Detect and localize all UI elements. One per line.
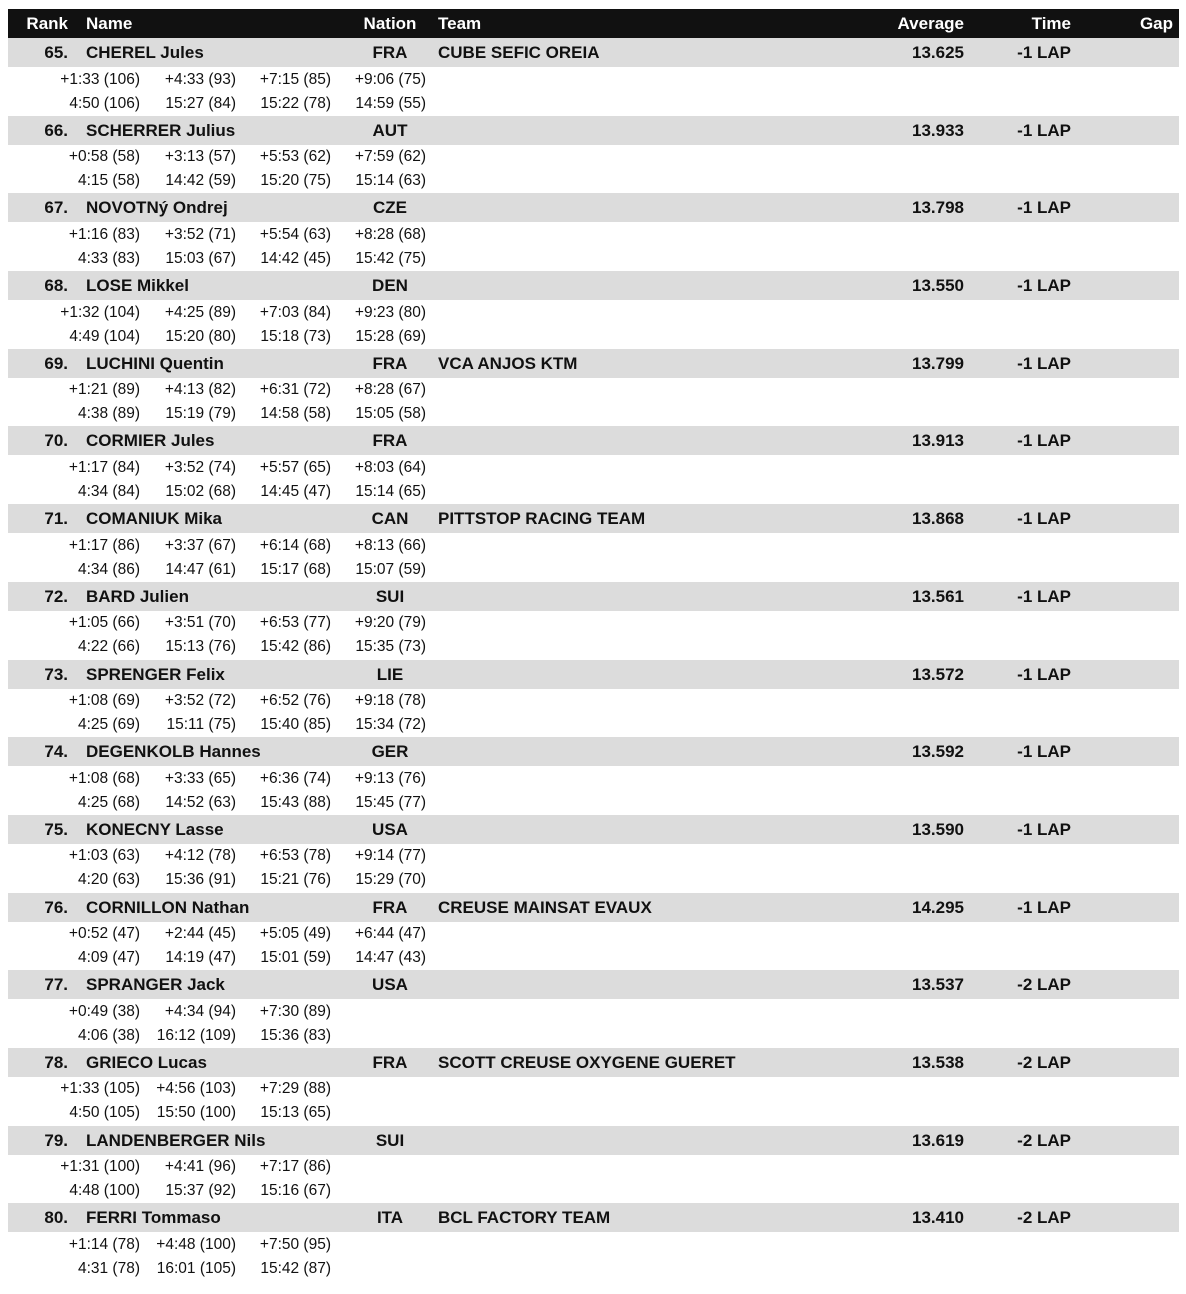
split-gaps-row	[8, 767, 1179, 791]
lap-time: 15:36 (83)	[260, 1026, 331, 1044]
header-rank: Rank	[26, 14, 68, 33]
rider-entry	[8, 1203, 1179, 1281]
rider-name: KONECNY Lasse	[86, 819, 224, 839]
lap-times-row	[8, 325, 1179, 349]
rider-entry	[8, 1126, 1179, 1204]
rider-rank: 67.	[44, 198, 68, 218]
rider-name: COMANIUK Mika	[86, 509, 223, 529]
split-gap: +4:56 (103)	[156, 1080, 236, 1098]
rider-nation: ITA	[376, 1208, 404, 1228]
lap-time: 15:03 (67)	[165, 249, 236, 267]
split-gap: +5:54 (63)	[259, 225, 331, 243]
rider-name: FERRI Tommaso	[86, 1208, 221, 1228]
split-gap: +1:32 (104)	[60, 303, 140, 321]
split-gap: +1:08 (69)	[68, 692, 140, 709]
rider-summary-row	[8, 1203, 1179, 1232]
split-gap: +3:52 (74)	[164, 458, 236, 476]
split-gap: +9:14 (77)	[354, 847, 426, 865]
rider-list	[8, 38, 1179, 1281]
rider-rank: 75.	[44, 819, 68, 839]
rider-entry	[8, 815, 1179, 893]
lap-time: 14:19 (47)	[165, 949, 236, 967]
lap-time: 14:42 (59)	[165, 172, 236, 190]
split-gaps-row	[8, 1155, 1179, 1179]
lap-time: 4:22 (66)	[77, 638, 140, 656]
rider-time: -2 LAP	[1017, 1130, 1071, 1150]
lap-times-row	[8, 946, 1179, 970]
rider-summary-row	[8, 660, 1179, 689]
split-gaps-row	[8, 611, 1179, 635]
rider-name: SPRENGER Felix	[86, 664, 225, 684]
lap-times-row	[8, 402, 1179, 426]
lap-time: 14:45 (47)	[260, 482, 331, 500]
lap-time: 15:29 (70)	[355, 871, 426, 889]
rider-average: 13.619	[912, 1130, 964, 1150]
split-gap: +1:21 (89)	[68, 381, 140, 399]
rider-entry	[8, 660, 1179, 738]
lap-time: 15:20 (80)	[165, 327, 236, 345]
lap-time: 15:14 (63)	[355, 172, 426, 190]
lap-time: 15:17 (68)	[260, 560, 331, 578]
rider-name: DEGENKOLB Hannes	[86, 742, 261, 762]
split-gap: +3:51 (70)	[164, 614, 236, 632]
header-time: Time	[1031, 14, 1071, 33]
split-gap: +5:57 (65)	[259, 458, 331, 476]
rider-team: PITTSTOP RACING TEAM	[438, 509, 646, 529]
split-gaps-row	[8, 1233, 1179, 1257]
rider-entry	[8, 970, 1179, 1048]
lap-times-row	[8, 791, 1179, 815]
rider-average: 13.625	[912, 43, 964, 62]
rider-time: -1 LAP	[1017, 664, 1071, 684]
lap-time: 16:12 (109)	[156, 1026, 236, 1044]
lap-times-row	[8, 1257, 1179, 1281]
header-nation: Nation	[363, 14, 417, 33]
rider-average: 13.572	[912, 664, 964, 684]
split-gap: +9:23 (80)	[354, 303, 426, 321]
rider-rank: 78.	[44, 1052, 68, 1072]
rider-average: 13.933	[912, 120, 964, 140]
split-gap: +6:53 (77)	[259, 614, 331, 632]
rider-summary-row	[8, 271, 1179, 300]
lap-time: 4:25 (68)	[77, 793, 140, 811]
rider-nation: FRA	[372, 1052, 408, 1072]
lap-times-row	[8, 480, 1179, 504]
rider-time: -1 LAP	[1017, 819, 1071, 839]
rider-name: LANDENBERGER Nils	[86, 1130, 266, 1150]
split-gaps-row	[8, 922, 1179, 946]
lap-time: 15:42 (87)	[260, 1259, 331, 1277]
lap-time: 14:47 (61)	[165, 560, 236, 578]
split-gap: +8:28 (68)	[354, 225, 426, 243]
rider-average: 13.550	[912, 276, 964, 296]
rider-nation: FRA	[372, 431, 408, 451]
split-gap: +3:52 (71)	[164, 225, 236, 243]
rider-rank: 77.	[44, 975, 68, 995]
lap-time: 14:47 (43)	[355, 949, 426, 967]
lap-time: 15:45 (77)	[355, 793, 426, 811]
rider-entry	[8, 193, 1179, 271]
split-gaps-row	[8, 1077, 1179, 1101]
lap-time: 15:11 (75)	[166, 716, 236, 733]
lap-times-row	[8, 247, 1179, 271]
rider-time: -1 LAP	[1017, 198, 1071, 218]
split-gaps-row	[8, 456, 1179, 480]
lap-times-row	[8, 1101, 1179, 1125]
rider-entry	[8, 1048, 1179, 1126]
rider-time: -1 LAP	[1017, 276, 1071, 296]
lap-time: 4:38 (89)	[77, 405, 140, 423]
split-gap: +7:17 (86)	[259, 1158, 331, 1176]
rider-name: CORNILLON Nathan	[86, 897, 250, 917]
split-gap: +4:34 (94)	[164, 1002, 236, 1020]
lap-time: 15:37 (92)	[165, 1182, 236, 1200]
lap-time: 15:50 (100)	[156, 1104, 236, 1122]
split-gaps-row	[8, 301, 1179, 325]
rider-rank: 71.	[44, 509, 68, 529]
lap-times-row	[8, 92, 1179, 116]
rider-rank: 66.	[44, 120, 68, 140]
lap-time: 15:18 (73)	[260, 327, 331, 345]
rider-rank: 65.	[44, 43, 68, 62]
split-gap: +3:13 (57)	[164, 148, 236, 166]
rider-time: -1 LAP	[1017, 353, 1071, 373]
split-gaps-row	[8, 223, 1179, 247]
split-gap: +1:17 (84)	[68, 458, 140, 476]
rider-average: 13.868	[912, 509, 964, 529]
rider-nation: SUI	[375, 1130, 405, 1150]
rider-nation: CZE	[373, 198, 407, 218]
rider-time: -2 LAP	[1017, 1208, 1071, 1228]
rider-summary-row	[8, 815, 1179, 844]
rider-rank: 79.	[44, 1130, 68, 1150]
lap-time: 15:01 (59)	[260, 949, 331, 967]
rider-rank: 76.	[44, 897, 68, 917]
split-gap: +3:33 (65)	[164, 769, 236, 787]
rider-team: BCL FACTORY TEAM	[438, 1208, 611, 1228]
rider-time: -1 LAP	[1017, 431, 1071, 451]
rider-nation: DEN	[372, 276, 408, 296]
rider-rank: 70.	[44, 431, 68, 451]
lap-time: 4:06 (38)	[77, 1026, 140, 1044]
split-gap: +7:29 (88)	[259, 1080, 331, 1098]
lap-time: 15:43 (88)	[260, 793, 331, 811]
rider-average: 13.538	[912, 1052, 964, 1072]
lap-time: 4:31 (78)	[77, 1259, 140, 1277]
split-gap: +1:03 (63)	[68, 847, 140, 865]
split-gap: +9:13 (76)	[354, 769, 426, 787]
lap-time: 4:20 (63)	[77, 871, 140, 889]
lap-time: 14:42 (45)	[260, 249, 331, 267]
lap-time: 15:13 (65)	[260, 1104, 331, 1122]
rider-name: GRIECO Lucas	[86, 1052, 207, 1072]
split-gap: +9:06 (75)	[354, 70, 426, 88]
split-gap: +8:28 (67)	[354, 381, 426, 399]
rider-summary-row	[8, 737, 1179, 766]
rider-time: -1 LAP	[1017, 120, 1071, 140]
header-team: Team	[438, 14, 482, 33]
lap-time: 4:49 (104)	[69, 327, 140, 345]
lap-time: 16:01 (105)	[156, 1259, 236, 1277]
split-gaps-row	[8, 145, 1179, 169]
split-gap: +6:14 (68)	[259, 536, 331, 554]
rider-average: 13.798	[912, 198, 964, 218]
rider-average: 13.561	[912, 586, 964, 606]
split-gaps-row	[8, 68, 1179, 92]
lap-time: 4:15 (58)	[77, 172, 140, 190]
rider-average: 13.590	[912, 819, 964, 839]
split-gap: +4:13 (82)	[164, 381, 236, 399]
split-gap: +0:49 (38)	[68, 1002, 140, 1020]
rider-entry	[8, 271, 1179, 349]
lap-time: 15:14 (65)	[355, 482, 426, 500]
rider-name: SCHERRER Julius	[86, 120, 236, 140]
lap-time: 4:50 (105)	[69, 1104, 140, 1122]
rider-average: 14.295	[912, 897, 964, 917]
rider-entry	[8, 737, 1179, 815]
rider-nation: USA	[372, 975, 408, 995]
lap-time: 14:58 (58)	[260, 405, 331, 423]
lap-time: 15:05 (58)	[355, 405, 426, 423]
rider-summary-row	[8, 426, 1179, 455]
rider-summary-row	[8, 38, 1179, 67]
rider-rank: 74.	[44, 742, 68, 762]
lap-times-row	[8, 558, 1179, 582]
split-gap: +9:20 (79)	[354, 614, 426, 632]
lap-time: 15:13 (76)	[165, 638, 236, 656]
lap-time: 15:28 (69)	[355, 327, 426, 345]
split-gap: +8:13 (66)	[354, 536, 426, 554]
lap-time: 4:25 (69)	[77, 716, 140, 733]
rider-time: -2 LAP	[1017, 1052, 1071, 1072]
split-gap: +6:53 (78)	[259, 847, 331, 865]
lap-time: 14:52 (63)	[165, 793, 236, 811]
lap-times-row	[8, 635, 1179, 659]
split-gap: +1:08 (68)	[68, 769, 140, 787]
rider-nation: AUT	[372, 120, 408, 140]
split-gap: +4:33 (93)	[164, 70, 236, 88]
rider-name: NOVOTNý Ondrej	[86, 198, 228, 218]
split-gap: +3:37 (67)	[164, 536, 236, 554]
rider-entry	[8, 504, 1179, 582]
lap-time: 4:09 (47)	[77, 949, 140, 967]
rider-rank: 73.	[44, 664, 68, 684]
split-gap: +4:41 (96)	[164, 1158, 236, 1176]
split-gap: +5:05 (49)	[259, 925, 331, 943]
lap-time: 15:36 (91)	[165, 871, 236, 889]
lap-time: 15:34 (72)	[355, 716, 426, 733]
rider-time: -1 LAP	[1017, 742, 1071, 762]
lap-time: 4:34 (86)	[77, 560, 140, 578]
split-gaps-row	[8, 378, 1179, 402]
split-gap: +7:03 (84)	[259, 303, 331, 321]
lap-times-row	[8, 1179, 1179, 1203]
split-gap: +4:12 (78)	[164, 847, 236, 865]
rider-team: SCOTT CREUSE OXYGENE GUERET	[438, 1052, 736, 1072]
rider-summary-row	[8, 582, 1179, 611]
rider-average: 13.799	[912, 353, 964, 373]
lap-time: 4:48 (100)	[69, 1182, 140, 1200]
rider-summary-row	[8, 970, 1179, 999]
split-gap: +1:31 (100)	[60, 1158, 140, 1176]
split-gap: +9:18 (78)	[354, 692, 426, 709]
rider-entry	[8, 426, 1179, 504]
header-gap: Gap	[1139, 14, 1173, 33]
rider-name: SPRANGER Jack	[86, 975, 225, 995]
rider-entry	[8, 893, 1179, 971]
rider-rank: 72.	[44, 586, 68, 606]
lap-time: 15:21 (76)	[260, 871, 331, 889]
rider-rank: 68.	[44, 276, 68, 296]
lap-times-row	[8, 868, 1179, 892]
split-gap: +7:30 (89)	[259, 1002, 331, 1020]
rider-team: CUBE SEFIC OREIA	[438, 43, 600, 62]
rider-name: CHEREL Jules	[86, 43, 204, 62]
lap-time: 4:50 (106)	[69, 94, 140, 112]
rider-team: CREUSE MAINSAT EVAUX	[438, 897, 652, 917]
split-gap: +7:15 (85)	[259, 70, 331, 88]
rider-summary-row	[8, 193, 1179, 222]
lap-time: 15:22 (78)	[260, 94, 331, 112]
split-gap: +0:52 (47)	[68, 925, 140, 943]
rider-summary-row	[8, 1126, 1179, 1155]
rider-average: 13.537	[912, 975, 964, 995]
split-gaps-row	[8, 844, 1179, 868]
split-gap: +6:36 (74)	[259, 769, 331, 787]
rider-nation: SUI	[375, 586, 405, 606]
split-gap: +0:58 (58)	[68, 148, 140, 166]
rider-name: LUCHINI Quentin	[86, 353, 224, 373]
rider-nation: USA	[372, 819, 408, 839]
split-gap: +1:16 (83)	[68, 225, 140, 243]
split-gap: +4:25 (89)	[164, 303, 236, 321]
split-gaps-row	[8, 1000, 1179, 1024]
rider-entry	[8, 116, 1179, 194]
lap-time: 4:34 (84)	[77, 482, 140, 500]
lap-times-row	[8, 169, 1179, 193]
rider-name: BARD Julien	[86, 586, 189, 606]
rider-team: VCA ANJOS KTM	[438, 353, 578, 373]
rider-summary-row	[8, 504, 1179, 533]
rider-entry	[8, 349, 1179, 427]
rider-nation: FRA	[372, 353, 408, 373]
lap-time: 4:33 (83)	[77, 249, 140, 267]
lap-time: 15:02 (68)	[165, 482, 236, 500]
lap-time: 14:59 (55)	[355, 94, 426, 112]
split-gap: +2:44 (45)	[164, 925, 236, 943]
rider-rank: 69.	[44, 353, 68, 373]
rider-summary-row	[8, 893, 1179, 922]
split-gap: +1:33 (106)	[60, 70, 140, 88]
rider-nation: CAN	[371, 509, 409, 529]
header-name: Name	[86, 14, 133, 33]
split-gap: +4:48 (100)	[156, 1235, 236, 1253]
rider-entry	[8, 582, 1179, 660]
rider-time: -1 LAP	[1017, 509, 1071, 529]
lap-times-row	[8, 713, 1179, 737]
rider-time: -2 LAP	[1017, 975, 1071, 995]
lap-time: 15:27 (84)	[165, 94, 236, 112]
lap-time: 15:42 (75)	[355, 249, 426, 267]
rider-summary-row	[8, 1048, 1179, 1077]
rider-average: 13.592	[912, 742, 964, 762]
split-gap: +6:52 (76)	[259, 692, 331, 709]
rider-nation: FRA	[372, 43, 408, 62]
lap-time: 15:35 (73)	[355, 638, 426, 656]
rider-average: 13.913	[912, 431, 964, 451]
rider-time: -1 LAP	[1017, 586, 1071, 606]
split-gap: +1:33 (105)	[60, 1080, 140, 1098]
results-table	[8, 9, 1179, 1281]
split-gap: +1:05 (66)	[68, 614, 140, 632]
split-gap: +8:03 (64)	[354, 458, 426, 476]
split-gap: +6:31 (72)	[259, 381, 331, 399]
table-header	[8, 9, 1179, 38]
lap-time: 15:16 (67)	[260, 1182, 331, 1200]
rider-rank: 80.	[44, 1208, 68, 1228]
rider-time: -1 LAP	[1017, 43, 1071, 62]
split-gaps-row	[8, 534, 1179, 558]
lap-time: 15:42 (86)	[260, 638, 331, 656]
header-average: Average	[897, 14, 964, 33]
split-gap: +5:53 (62)	[259, 148, 331, 166]
split-gap: +7:59 (62)	[354, 148, 426, 166]
split-gap: +1:17 (86)	[68, 536, 140, 554]
split-gap: +1:14 (78)	[68, 1235, 140, 1253]
split-gap: +3:52 (72)	[164, 692, 236, 709]
split-gap: +6:44 (47)	[354, 925, 426, 943]
rider-time: -1 LAP	[1017, 897, 1071, 917]
rider-average: 13.410	[912, 1208, 964, 1228]
rider-summary-row	[8, 116, 1179, 145]
lap-time: 15:07 (59)	[355, 560, 426, 578]
lap-time: 15:19 (79)	[165, 405, 236, 423]
rider-nation: LIE	[376, 664, 404, 684]
split-gap: +7:50 (95)	[259, 1235, 331, 1253]
split-gaps-row	[8, 689, 1179, 713]
rider-nation: FRA	[372, 897, 408, 917]
rider-nation: GER	[371, 742, 409, 762]
lap-time: 15:20 (75)	[260, 172, 331, 190]
rider-entry	[8, 38, 1179, 116]
rider-summary-row	[8, 349, 1179, 378]
lap-times-row	[8, 1024, 1179, 1048]
rider-name: LOSE Mikkel	[86, 276, 189, 296]
rider-name: CORMIER Jules	[86, 431, 215, 451]
lap-time: 15:40 (85)	[260, 716, 331, 733]
